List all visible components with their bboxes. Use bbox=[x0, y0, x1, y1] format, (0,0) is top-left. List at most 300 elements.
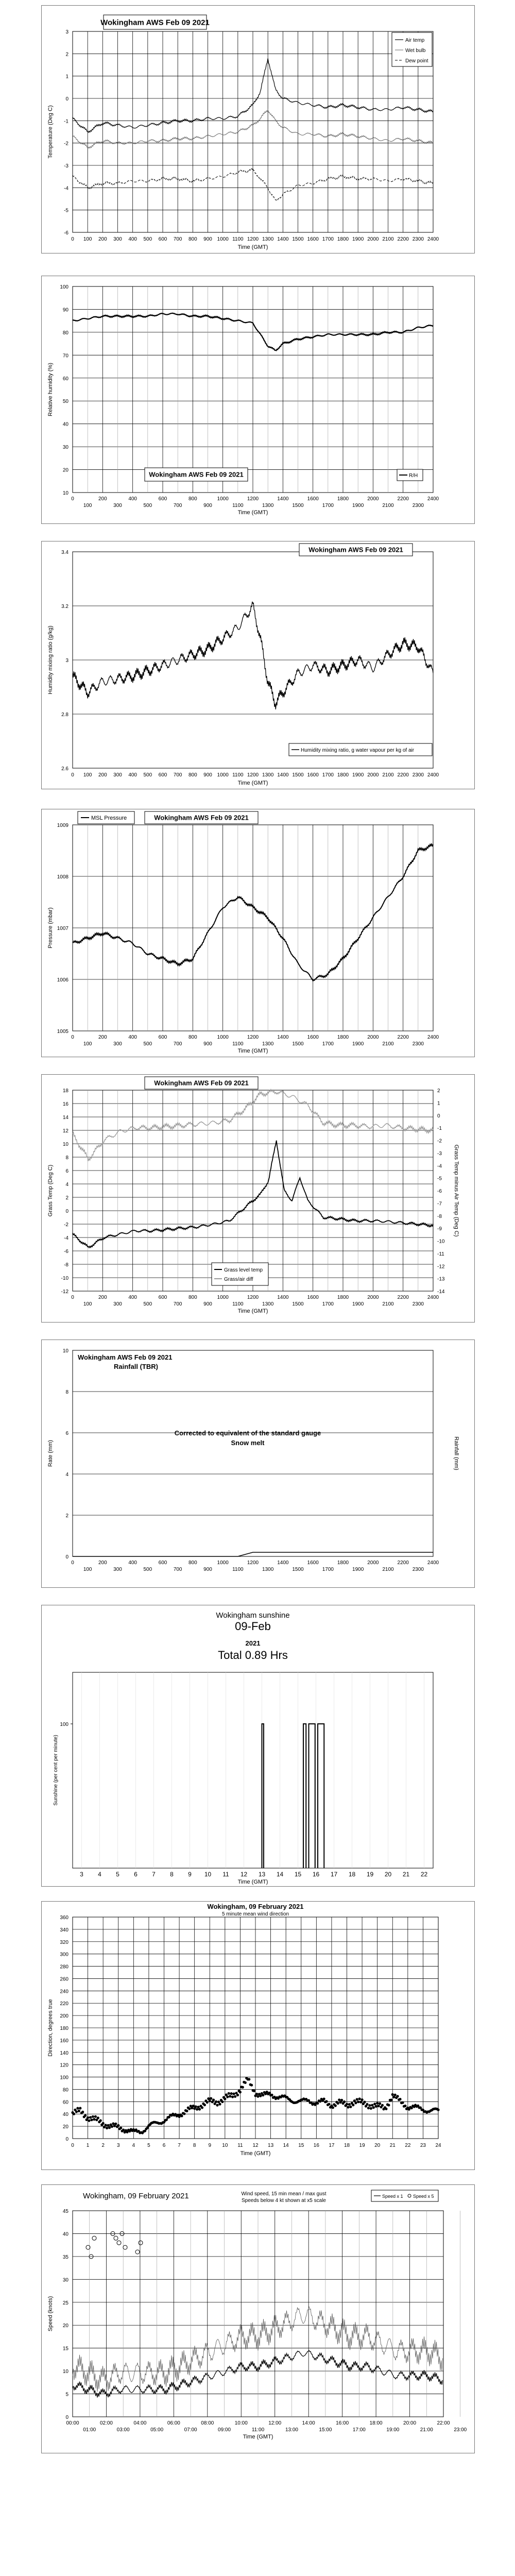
x-tick-label: 05:00 bbox=[150, 2427, 164, 2433]
x-tick-label: 200 bbox=[98, 496, 107, 502]
x-tick-label: 2200 bbox=[397, 1295, 409, 1300]
x-tick-label: 1800 bbox=[337, 236, 349, 242]
x-tick-label: 1600 bbox=[307, 1295, 319, 1300]
y-tick-label: -4 bbox=[64, 185, 68, 192]
x-tick-label: 1300 bbox=[262, 1567, 274, 1572]
x-tick-label: 13:00 bbox=[285, 2427, 298, 2433]
x-tick-label: 1800 bbox=[337, 1295, 349, 1300]
y-tick-label: 3.4 bbox=[61, 550, 68, 555]
x-tick-label: 12:00 bbox=[268, 2420, 282, 2426]
x-tick-label: 19 bbox=[359, 2143, 365, 2148]
wind-direction-point bbox=[366, 2103, 368, 2106]
y-tick-label: 20 bbox=[62, 2124, 68, 2130]
wind-direction-point bbox=[165, 2119, 168, 2121]
y-tick-label: 12 bbox=[62, 1128, 68, 1134]
x-tick-label: 0 bbox=[71, 1560, 74, 1566]
wind-direction-point bbox=[76, 2107, 79, 2110]
x-tick-label: 1100 bbox=[232, 1041, 244, 1047]
y2-tick-label: -14 bbox=[437, 1289, 445, 1295]
x-tick-label: 1900 bbox=[352, 1041, 364, 1047]
wind-direction-point bbox=[394, 2094, 397, 2096]
x-tick-label: 800 bbox=[188, 1560, 197, 1566]
wind-direction-point bbox=[105, 2124, 107, 2126]
x-tick-label: 2300 bbox=[412, 1301, 424, 1307]
wind-direction-point bbox=[357, 2100, 359, 2103]
x-tick-label: 10:00 bbox=[234, 2420, 248, 2426]
x-tick-label: 17:00 bbox=[352, 2427, 366, 2433]
x-tick-label: 2100 bbox=[382, 503, 394, 509]
wind-direction-point bbox=[248, 2078, 250, 2080]
x-tick-label: 2000 bbox=[367, 1035, 379, 1040]
x-tick-label: 1200 bbox=[247, 1295, 259, 1300]
wind-direction-point bbox=[111, 2125, 113, 2128]
x-tick-label: 15:00 bbox=[319, 2427, 332, 2433]
wind-direction-point bbox=[122, 2129, 125, 2131]
x-tick-label: 500 bbox=[143, 503, 152, 509]
x-tick-label: 6 bbox=[162, 2143, 166, 2148]
x-tick-label: 21 bbox=[389, 2143, 396, 2148]
x-tick-label: 1000 bbox=[217, 496, 229, 502]
x-tick-label: 8 bbox=[170, 1871, 174, 1878]
wind-direction-point bbox=[233, 2093, 235, 2095]
y-axis-label: Sunshine (per cent per minute) bbox=[53, 1735, 59, 1806]
x-tick-label: 500 bbox=[143, 772, 152, 778]
x-axis-label: Time (GMT) bbox=[237, 1879, 268, 1885]
y2-tick-label: -12 bbox=[437, 1264, 445, 1270]
wind-direction-point bbox=[79, 2107, 81, 2109]
x-tick-label: 600 bbox=[158, 496, 167, 502]
x-tick-label: 100 bbox=[83, 1041, 92, 1047]
wind-direction-point bbox=[323, 2097, 325, 2100]
x-tick-label: 700 bbox=[173, 236, 182, 242]
legend-label: Speed x 1 bbox=[382, 2194, 403, 2199]
x-tick-label: 19 bbox=[366, 1871, 374, 1878]
y-tick-label: 1006 bbox=[57, 977, 68, 983]
wind-direction-point bbox=[379, 2102, 381, 2105]
wind-direction-point bbox=[210, 2097, 212, 2100]
wind-direction-point bbox=[325, 2100, 328, 2103]
y-tick-label: 0 bbox=[65, 1554, 68, 1560]
x-tick-label: 300 bbox=[113, 1041, 122, 1047]
y-tick-label: -1 bbox=[64, 118, 68, 125]
y-tick-label: -8 bbox=[64, 1262, 68, 1268]
x-tick-label: 400 bbox=[128, 772, 138, 778]
x-tick-label: 200 bbox=[98, 1560, 107, 1566]
x-tick-label: 200 bbox=[98, 236, 107, 242]
x-tick-label: 06:00 bbox=[167, 2420, 180, 2426]
y-tick-label: 140 bbox=[60, 2050, 68, 2056]
wind-direction-point bbox=[381, 2104, 384, 2107]
x-tick-label: 1800 bbox=[337, 1560, 349, 1566]
y2-tick-label: 2 bbox=[437, 1088, 440, 1094]
x-tick-label: 24 bbox=[435, 2143, 441, 2148]
wind-direction-point bbox=[93, 2118, 95, 2121]
wind-direction-point bbox=[368, 2104, 371, 2107]
y-tick-label: 20 bbox=[62, 2323, 68, 2329]
wind-direction-point bbox=[373, 2103, 376, 2105]
x-tick-label: 21:00 bbox=[420, 2427, 433, 2433]
panel-temperature bbox=[41, 5, 475, 253]
y-tick-label: 60 bbox=[62, 376, 68, 382]
wind-direction-point bbox=[108, 2126, 111, 2129]
x-tick-label: 20 bbox=[384, 1871, 392, 1878]
x-tick-label: 1100 bbox=[232, 1567, 244, 1572]
x-tick-label: 11 bbox=[222, 1871, 229, 1878]
wind-direction-point bbox=[75, 2110, 78, 2113]
y-tick-label: 30 bbox=[62, 2277, 68, 2283]
x-tick-label: 800 bbox=[188, 772, 197, 778]
y-tick-label: -6 bbox=[64, 230, 68, 236]
chart-title: Wokingham AWS Feb 09 2021 bbox=[154, 814, 249, 822]
x-tick-label: 2000 bbox=[367, 496, 379, 502]
x-tick-label: 1500 bbox=[292, 503, 304, 509]
wind-direction-point bbox=[256, 2095, 259, 2098]
wind-direction-point bbox=[242, 2086, 244, 2089]
x-tick-label: 900 bbox=[203, 772, 212, 778]
x-tick-label: 10 bbox=[222, 2143, 228, 2148]
y-tick-label: 5 bbox=[65, 2392, 68, 2398]
y-tick-label: 20 bbox=[62, 467, 68, 473]
y-tick-label: 14 bbox=[62, 1115, 68, 1121]
x-tick-label: 300 bbox=[113, 236, 122, 242]
y-tick-label: 3.2 bbox=[61, 604, 68, 609]
wind-direction-point bbox=[358, 2097, 361, 2100]
x-tick-label: 1400 bbox=[277, 1295, 289, 1300]
x-tick-label: 2400 bbox=[427, 1035, 439, 1040]
y2-tick-label: -4 bbox=[437, 1163, 442, 1170]
x-tick-label: 0 bbox=[71, 1035, 74, 1040]
wind-direction-point bbox=[195, 2105, 197, 2108]
wind-direction-point bbox=[372, 2106, 375, 2109]
wind-direction-point bbox=[250, 2084, 253, 2087]
x-tick-label: 19:00 bbox=[386, 2427, 400, 2433]
y-tick-label: 2.6 bbox=[61, 766, 68, 772]
x-tick-label: 21 bbox=[402, 1871, 410, 1878]
x-tick-label: 1800 bbox=[337, 772, 349, 778]
x-tick-label: 800 bbox=[188, 1035, 197, 1040]
wind-direction-point bbox=[244, 2081, 247, 2084]
x-tick-label: 2000 bbox=[367, 1295, 379, 1300]
x-tick-label: 9 bbox=[188, 1871, 192, 1878]
x-tick-label: 100 bbox=[83, 1567, 92, 1572]
wind-direction-point bbox=[259, 2095, 262, 2097]
wind-direction-point bbox=[328, 2103, 330, 2106]
x-tick-label: 14:00 bbox=[302, 2420, 315, 2426]
y-tick-label: 220 bbox=[60, 2001, 68, 2007]
x-tick-label: 13 bbox=[268, 2143, 274, 2148]
y-tick-label: 100 bbox=[60, 1722, 68, 1727]
wind-direction-point bbox=[73, 2113, 75, 2115]
panel-mixing-ratio bbox=[41, 541, 475, 789]
wind-direction-point bbox=[107, 2124, 109, 2127]
x-tick-label: 1200 bbox=[247, 772, 259, 778]
x-tick-label: 16 bbox=[312, 1871, 320, 1878]
chart-title: Wokingham AWS Feb 09 2021 bbox=[78, 1353, 173, 1361]
x-tick-label: 200 bbox=[98, 1035, 107, 1040]
y-tick-label: 1005 bbox=[57, 1029, 68, 1035]
y2-tick-label: 0 bbox=[437, 1113, 440, 1119]
wind-direction-point bbox=[346, 2103, 348, 2106]
x-tick-label: 800 bbox=[188, 1295, 197, 1300]
wind-direction-point bbox=[221, 2100, 224, 2103]
x-tick-label: 13 bbox=[258, 1871, 266, 1878]
x-tick-label: 2000 bbox=[367, 1560, 379, 1566]
wind-direction-point bbox=[391, 2093, 394, 2096]
x-tick-label: 1900 bbox=[352, 772, 364, 778]
x-tick-label: 1500 bbox=[292, 1301, 304, 1307]
y-tick-label: -2 bbox=[64, 1222, 68, 1228]
x-tick-label: 200 bbox=[98, 1295, 107, 1300]
x-tick-label: 100 bbox=[83, 772, 92, 778]
wind-direction-point bbox=[370, 2107, 372, 2110]
wind-direction-point bbox=[348, 2103, 351, 2106]
x-tick-label: 2200 bbox=[397, 1560, 409, 1566]
x-tick-label: 400 bbox=[128, 236, 138, 242]
y-tick-label: 3 bbox=[65, 658, 68, 664]
wind-direction-point bbox=[371, 2104, 373, 2107]
chart-title: Wokingham, 09 February 2021 bbox=[207, 1903, 304, 1910]
x-tick-label: 0 bbox=[71, 2143, 74, 2148]
y-tick-label: 18 bbox=[62, 1088, 68, 1094]
wind-direction-point bbox=[185, 2110, 188, 2112]
x-tick-label: 500 bbox=[143, 1041, 152, 1047]
wind-direction-point bbox=[437, 2109, 439, 2111]
wind-speed-chart bbox=[42, 2185, 474, 2453]
y-tick-label: 10 bbox=[62, 490, 68, 496]
x-tick-label: 2000 bbox=[367, 236, 379, 242]
chart-title: Wokingham, 09 February 2021 bbox=[83, 2192, 189, 2200]
wind-direction-point bbox=[218, 2103, 221, 2106]
y-tick-label: -4 bbox=[64, 1235, 68, 1241]
y-tick-label: 2 bbox=[65, 52, 68, 58]
x-tick-label: 16:00 bbox=[336, 2420, 349, 2426]
chart-subtitle: 5 minute mean wind direction bbox=[221, 1911, 289, 1917]
wind-direction-point bbox=[106, 2127, 108, 2129]
y2-axis-label: Grass Temp minus Air Temp (Deg C) bbox=[453, 1144, 459, 1237]
x-tick-label: 22 bbox=[405, 2143, 411, 2148]
wind-direction-point bbox=[234, 2095, 236, 2098]
x-axis-label: Time (GMT) bbox=[240, 2150, 271, 2157]
x-tick-label: 500 bbox=[143, 1301, 152, 1307]
x-tick-label: 22 bbox=[420, 1871, 428, 1878]
x-tick-label: 15 bbox=[294, 1871, 302, 1878]
x-tick-label: 23 bbox=[420, 2143, 426, 2148]
x-tick-label: 2100 bbox=[382, 236, 394, 242]
x-tick-label: 08:00 bbox=[201, 2420, 214, 2426]
x-tick-label: 17 bbox=[329, 2143, 335, 2148]
y-tick-label: 16 bbox=[62, 1101, 68, 1107]
wind-direction-point bbox=[87, 2116, 89, 2119]
x-tick-label: 1600 bbox=[307, 1035, 319, 1040]
wind-direction-point bbox=[183, 2112, 185, 2115]
x-tick-label: 600 bbox=[158, 772, 167, 778]
x-tick-label: 2100 bbox=[382, 772, 394, 778]
x-tick-label: 1700 bbox=[322, 1041, 334, 1047]
y-tick-label: 10 bbox=[62, 1348, 68, 1354]
x-tick-label: 1000 bbox=[217, 1035, 229, 1040]
y-tick-label: 2 bbox=[65, 1513, 68, 1519]
x-tick-label: 700 bbox=[173, 1301, 182, 1307]
wind-direction-point bbox=[92, 2115, 94, 2118]
x-tick-label: 1200 bbox=[247, 1560, 259, 1566]
wind-direction-point bbox=[84, 2114, 87, 2117]
x-tick-label: 11:00 bbox=[251, 2427, 265, 2433]
x-tick-label: 2300 bbox=[412, 236, 424, 242]
x-axis-label: Time (GMT) bbox=[237, 1048, 268, 1054]
x-tick-label: 900 bbox=[203, 1041, 212, 1047]
x-tick-label: 1400 bbox=[277, 1035, 289, 1040]
y-axis-label: Grass Temp (Deg C) bbox=[47, 1164, 54, 1217]
y-tick-label: 6 bbox=[65, 1431, 68, 1436]
wind-direction-point bbox=[270, 2094, 273, 2096]
x-tick-label: 1700 bbox=[322, 1567, 334, 1572]
y-tick-label: 1 bbox=[65, 74, 68, 80]
legend-label: R/H bbox=[409, 473, 418, 479]
x-tick-label: 7 bbox=[178, 2143, 181, 2148]
y-tick-label: -3 bbox=[64, 163, 68, 169]
y-tick-label: 0 bbox=[65, 96, 68, 102]
y-tick-label: 0 bbox=[65, 1209, 68, 1214]
wind-direction-point bbox=[262, 2094, 264, 2096]
pressure-chart bbox=[42, 809, 474, 1057]
legend-label: Grass level temp bbox=[224, 1267, 263, 1273]
x-tick-label: 1000 bbox=[217, 772, 229, 778]
x-tick-label: 1600 bbox=[307, 1560, 319, 1566]
y-tick-label: 6 bbox=[65, 1168, 68, 1174]
y2-tick-label: -3 bbox=[437, 1150, 442, 1157]
y-tick-label: 320 bbox=[60, 1939, 68, 1945]
wind-direction-point bbox=[397, 2095, 399, 2097]
y-tick-label: -12 bbox=[61, 1289, 68, 1295]
y-tick-label: 40 bbox=[62, 421, 68, 428]
wind-direction-point bbox=[215, 2100, 217, 2103]
x-tick-label: 14 bbox=[276, 1871, 284, 1878]
y-tick-label: -10 bbox=[61, 1276, 68, 1281]
x-tick-label: 300 bbox=[113, 503, 122, 509]
temperature-chart bbox=[42, 6, 474, 253]
x-axis-label: Time (GMT) bbox=[237, 780, 268, 786]
x-tick-label: 1900 bbox=[352, 1301, 364, 1307]
x-tick-label: 300 bbox=[113, 1301, 122, 1307]
x-tick-label: 7 bbox=[152, 1871, 156, 1878]
y-axis-label: Temperature (Deg C) bbox=[47, 105, 54, 159]
x-tick-label: 1200 bbox=[247, 1035, 259, 1040]
panel-sunshine bbox=[41, 1605, 475, 1887]
wind-direction-point bbox=[102, 2122, 105, 2125]
y-tick-label: 200 bbox=[60, 2013, 68, 2020]
wind-direction-point bbox=[228, 2092, 230, 2095]
y2-tick-label: -10 bbox=[437, 1239, 445, 1245]
y-tick-label: -5 bbox=[64, 208, 68, 214]
x-tick-label: 2200 bbox=[397, 496, 409, 502]
wind-direction-point bbox=[216, 2104, 218, 2107]
wind-direction-point bbox=[367, 2107, 370, 2109]
legend-label: Dew point bbox=[405, 58, 428, 64]
y-tick-label: 1008 bbox=[57, 874, 68, 880]
x-tick-label: 18 bbox=[348, 1871, 356, 1878]
y2-tick-label: 1 bbox=[437, 1100, 440, 1107]
x-tick-label: 200 bbox=[98, 772, 107, 778]
x-tick-label: 1100 bbox=[232, 503, 244, 509]
x-tick-label: 300 bbox=[113, 1567, 122, 1572]
annotation-text-2: Snow melt bbox=[231, 1439, 265, 1447]
legend-label: MSL Pressure bbox=[91, 815, 127, 821]
x-tick-label: 12 bbox=[252, 2143, 259, 2148]
wind-direction-point bbox=[117, 2124, 119, 2127]
x-tick-label: 1500 bbox=[292, 236, 304, 242]
y-tick-label: 240 bbox=[60, 1989, 68, 1995]
wind-direction-point bbox=[349, 2106, 352, 2108]
y2-tick-label: -7 bbox=[437, 1201, 442, 1207]
y-tick-label: 10 bbox=[62, 1142, 68, 1147]
plot-area bbox=[73, 1350, 433, 1556]
y-tick-label: 100 bbox=[60, 284, 68, 290]
wind-direction-point bbox=[212, 2098, 215, 2101]
x-tick-label: 2200 bbox=[397, 236, 409, 242]
x-axis-label: Time (GMT) bbox=[237, 510, 268, 516]
y-tick-label: 45 bbox=[62, 2209, 68, 2214]
y2-tick-label: -8 bbox=[437, 1213, 442, 1219]
x-tick-label: 2400 bbox=[427, 772, 439, 778]
x-tick-label: 03:00 bbox=[116, 2427, 130, 2433]
wind-direction-point bbox=[343, 2100, 346, 2103]
wind-direction-point bbox=[78, 2110, 80, 2112]
x-tick-label: 1600 bbox=[307, 236, 319, 242]
x-tick-label: 1300 bbox=[262, 1301, 274, 1307]
wind-direction-point bbox=[334, 2105, 337, 2107]
x-tick-label: 1700 bbox=[322, 236, 334, 242]
wind-direction-point bbox=[401, 2102, 404, 2104]
legend-label: Wet bulb bbox=[405, 48, 426, 54]
chart-subtitle: Wind speed, 15 min mean / max gust bbox=[241, 2191, 327, 2197]
panel-grass-temp bbox=[41, 1074, 475, 1323]
wind-direction-point bbox=[99, 2119, 102, 2122]
humidity-chart bbox=[42, 276, 474, 523]
x-tick-label: 15 bbox=[298, 2143, 304, 2148]
x-tick-label: 1600 bbox=[307, 772, 319, 778]
x-tick-label: 2300 bbox=[412, 772, 424, 778]
y-tick-label: 280 bbox=[60, 1964, 68, 1970]
y2-tick-label: -1 bbox=[437, 1126, 442, 1132]
x-tick-label: 1600 bbox=[307, 496, 319, 502]
x-tick-label: 600 bbox=[158, 1295, 167, 1300]
chart-title: Wokingham AWS Feb 09 2021 bbox=[100, 18, 210, 27]
x-tick-label: 1000 bbox=[217, 1295, 229, 1300]
x-tick-label: 6 bbox=[134, 1871, 138, 1878]
wind-direction-point bbox=[198, 2108, 201, 2110]
x-tick-label: 1300 bbox=[262, 503, 274, 509]
y-tick-label: 100 bbox=[60, 2075, 68, 2081]
x-tick-label: 2400 bbox=[427, 236, 439, 242]
wind-direction-point bbox=[390, 2098, 392, 2101]
y-axis-label: Pressure (mbar) bbox=[47, 907, 54, 948]
x-tick-label: 2300 bbox=[412, 1567, 424, 1572]
x-tick-label: 2 bbox=[101, 2143, 105, 2148]
x-tick-label: 17 bbox=[330, 1871, 338, 1878]
y-tick-label: 2.8 bbox=[61, 712, 68, 718]
wind-direction-point bbox=[224, 2097, 226, 2100]
y-tick-label: 40 bbox=[62, 2231, 68, 2238]
x-tick-label: 1700 bbox=[322, 772, 334, 778]
y-tick-label: 0 bbox=[65, 2137, 68, 2142]
x-tick-label: 500 bbox=[143, 1567, 152, 1572]
y-tick-label: 70 bbox=[62, 353, 68, 359]
x-tick-label: 2100 bbox=[382, 1041, 394, 1047]
wind-direction-point bbox=[363, 2100, 366, 2103]
y-tick-label: 4 bbox=[65, 1472, 68, 1478]
x-tick-label: 1200 bbox=[247, 496, 259, 502]
x-tick-label: 18 bbox=[344, 2143, 350, 2148]
